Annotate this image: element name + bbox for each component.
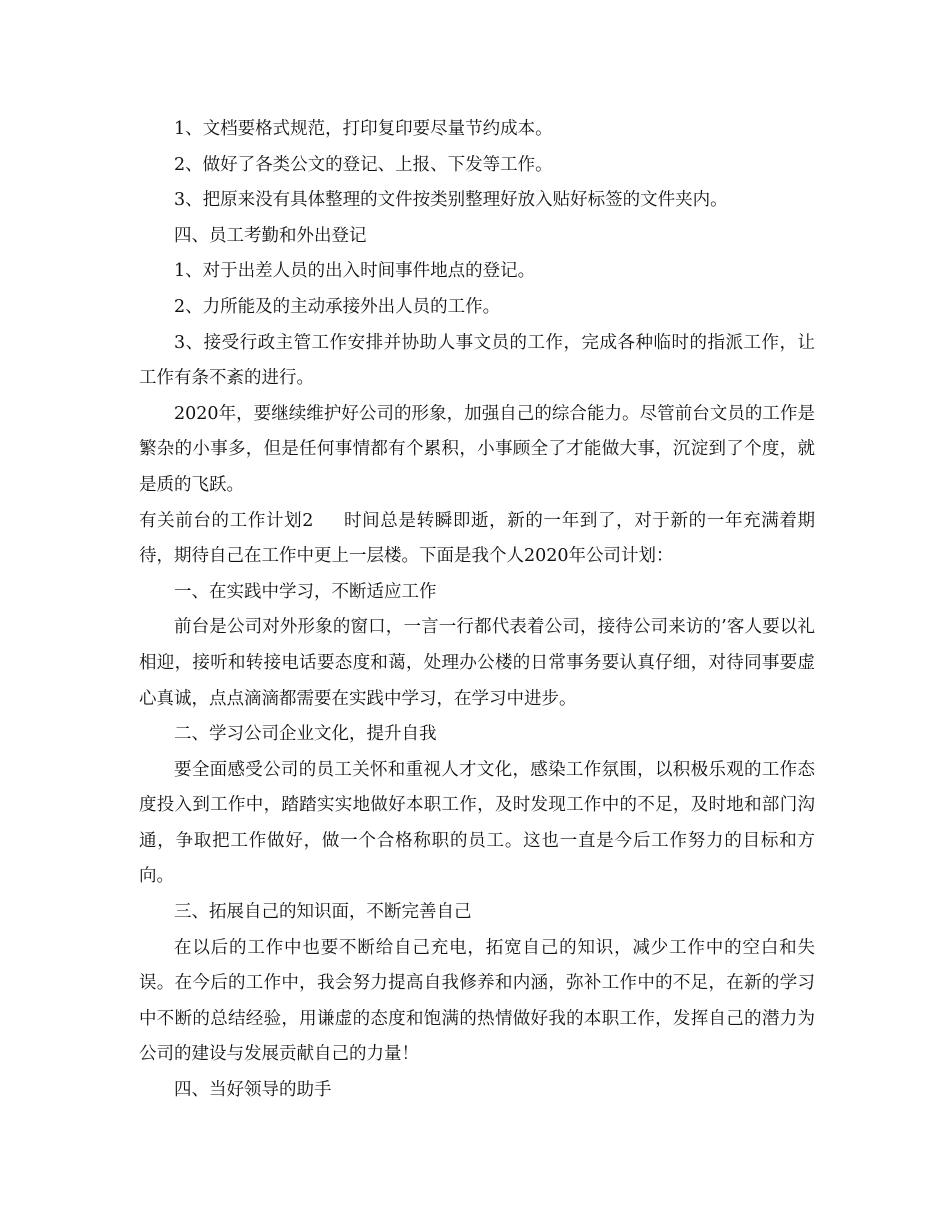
section2-heading: 有关前台的工作计划2 [139,510,314,531]
paragraph: 2020年，要继续维护好公司的形象，加强自己的综合能力。尽管前台文员的工作是繁杂的小事多，但是任何事情都有个累积，小事顾全了才能做大事，沉淀到了个度，就是质的飞跃。 [139,403,815,495]
section-heading: 三、拓展自己的知识面，不断完善自己 [174,902,472,923]
section-heading: 四、当好领导的助手 [174,1080,332,1101]
paragraph: 前台是公司对外形象的窗口，一言一行都代表着公司，接待公司来访的’客人要以礼相迎，接听和转接电话要态度和蔼，处理办公楼的日常事务要认真仔细，对待同事要虚心真诚，点点滴滴都需要在实践中学习，在学习中进步。 [139,617,815,709]
section-heading: 二、学习公司企业文化，提升自我 [174,724,437,745]
paragraph: 2、力所能及的主动承接外出人员的工作。 [174,296,501,317]
section2-intro: 时间总是转瞬即逝，新的一年到了，对于新的一年充满着期待，期待自己在工作中更上一层楼。下面是我个人2020年公司计划： [139,510,815,567]
paragraph: 1、对于出差人员的出入时间事件地点的登记。 [174,261,536,282]
paragraph: 在以后的工作中也要不断给自己充电，拓宽自己的知识，减少工作中的空白和失误。在今后的工作中，我会努力提高自我修养和内涵，弥补工作中的不足，在新的学习中不断的总结经验，用谦虚的态度和饱满的热情做好我的本职工作，发挥自己的潜力为公司的建设与发展贡献自己的力量！ [139,937,815,1065]
section-heading: 一、在实践中学习，不断适应工作 [174,581,437,602]
section-heading: 四、员工考勤和外出登记 [174,225,367,246]
paragraph: 1、文档要格式规范，打印复印要尽量节约成本。 [174,119,553,139]
paragraph: 2、做好了各类公文的登记、上报、下发等工作。 [174,154,553,175]
paragraph: 要全面感受公司的员工关怀和重视人才文化，感染工作氛围，以积极乐观的工作态度投入到工作中，踏踏实实地做好本职工作，及时发现工作中的不足，及时地和部门沟通，争取把工作做好，做一个合格称职的员工。这也一直是今后工作努力的目标和方向。 [139,759,815,887]
paragraph: 3、接受行政主管工作安排并协助人事文员的工作，完成各种临时的指派工作，让工作有条不紊的进行。 [139,332,815,389]
document-body [139,112,815,1109]
section2-intro-paragraph [139,504,815,575]
paragraph: 3、把原来没有具体整理的文件按类别整理好放入贴好标签的文件夹内。 [174,190,728,211]
